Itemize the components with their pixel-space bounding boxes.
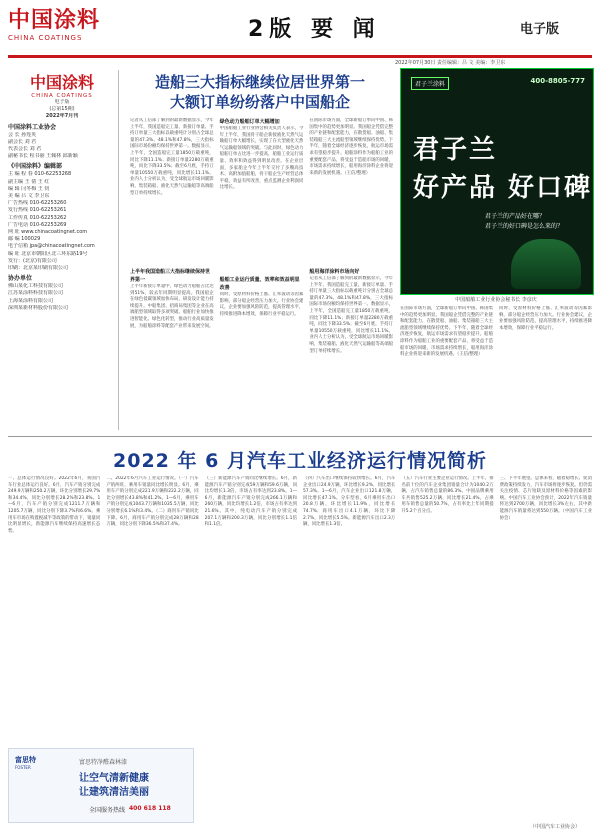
contact-line: 发行热线 010-62253261 bbox=[8, 207, 67, 214]
top-divider bbox=[8, 55, 592, 58]
article1-col2: 中国船舶工业行业协会相关负责人表示，今年上半年，我国骨干船企新接液化天然气运输船订单大幅增长，实现了在大型液化天然气运输船领域的突破。与此同时，绿色动力船舶订单占比进一步提高，船舶工业运行质量、效率和效益得到明显改善。在企业层面，多家船企今年上半年交付了多艘高技术、高附加值船舶，骨干船企生产经营总体平稳，效益有所改善，重点监测企业利润同比增长。 bbox=[219, 126, 304, 191]
info-edition: 电子版 bbox=[54, 99, 70, 105]
article2-col1: 一、总体运行情况良好。2022年6月，我国汽车行业总体运行良好。6月，汽车产销分别完成249.9万辆和250.2万辆，环比分别增长29.7%和34.4%，同比分别增长28.2%和23.8%。1—6月，汽车产销分别完成1211.7万辆和1205.7万辆，同比分别下降3.7%和6.6%。乘用车市场在购置税减半等政策的带动下，销量同比明显增长，新能源汽车继续保持高速增长态势。 bbox=[8, 476, 101, 534]
headline-line2: 大额订单纷纷落户中国船企 bbox=[169, 93, 350, 111]
contact-line: 编 址 北京市朝阳区北三环东路19号 bbox=[8, 250, 88, 257]
staff-line: 会 长 孙莲英 bbox=[8, 131, 37, 138]
article1-sub3: 船舶工业运行质量、效率和效益明显改善 bbox=[219, 277, 300, 291]
partner-line: 佛山某化工科技有限公司 bbox=[8, 283, 64, 290]
staff-line: 代表会长 刘 君 bbox=[8, 146, 42, 153]
logo-cn: 中国涂料 bbox=[8, 8, 101, 33]
ad2-slogan1: 让空气清新健康 bbox=[79, 773, 149, 784]
ad2-product: 富思特净醛森林漆 bbox=[79, 759, 128, 766]
contact-line: 网 址 www.chinacoatingnet.com bbox=[8, 229, 88, 236]
article1-col3b: 记者从工信部了解到的最新数据显示，今年上半年，我国造船完工量、新接订单量、手持订单量三大指标以载重吨计分别占全球总量的47.3%、48.1%和47.8%，三大指标国际市场份额均保持世界第一。数据显示，上半年，全国造船完工量1850万载重吨，同比下降11.1%；新接订单量2280万载重吨，同比下降33.5%；截至6月底，手持订单量10550万载重吨，同比增长11.1%。业内人士分析认为，受全球航运市场回暖影响，集装箱船、液化天然气运输船等高端船型订单持续增长。 bbox=[309, 276, 394, 354]
info-logo-en: CHINA COATINGS bbox=[31, 93, 93, 99]
contact-line: 编 辑 闫冬梅 王 钊 bbox=[8, 185, 50, 192]
ad2-brand-en: FOSTER bbox=[15, 765, 31, 770]
staff-line: 副会长 刘 君 bbox=[8, 138, 37, 145]
info-logo-cn: 中国涂料 bbox=[29, 73, 94, 92]
partners-title: 协办单位 bbox=[8, 275, 33, 283]
contact-line: 邮 编 100029 bbox=[8, 236, 41, 243]
article1-col1: 记者从工信部了解到的最新数据显示，今年上半年，我国造船完工量、新接订单量、手持订单量三大指标以载重吨计分别占全球总量的47.3%、48.1%和47.8%，三大指标国际市场份额均保持世界第一。数据显示，上半年，全国造船完工量1850万载重吨，同比下降11.1%；新接订单量2280万载重吨，同比下降33.5%；截至6月底，手持订单量10550万载重吨，同比增长11.1%。业内人士分析认为，受全球航运市场回暖影响，集装箱船、液化天然气运输船等高端船型订单持续增长。 bbox=[130, 118, 214, 196]
ad-big-text1: 君子兰 bbox=[413, 135, 498, 165]
article2-col4: （四）汽车出口继续保持较快增长。6月，汽车企业出口24.9万辆，环比增长9.2%，同比增长57.3%。1—6月，汽车企业出口121.8万辆，同比增长47.1%。分车型看，6月乘用车出口20.8万辆，环比增长11.9%，同比增长74.7%；商用车出口4.1万辆，环比下降2.7%，同比增长5.5%。新能源汽车出口2.3万辆，同比增长1.3倍。 bbox=[302, 476, 396, 528]
page-title: 2版 要 闻 bbox=[248, 17, 381, 42]
contact-line: 广告电话 010-62253269 bbox=[8, 221, 67, 228]
article1-col5: 同时，受原材料价格上涨、汇率波动等因素影响，部分船企经营压力加大。行业协会建议，企业要加强风险防范，提高管理水平，持续推进降本增效，保障行业平稳运行。 bbox=[219, 292, 304, 317]
date-line: 2022年07月30日 责任编辑：吕 文 美编：李卫东 bbox=[395, 60, 506, 66]
article1-col3: 在国际市场方面，全球新船订单向中国、韩国集中的趋势更加明显。我国船企凭借完整的产业链和配套能力，在散货船、油船、集装箱船三大主流船型领域继续保持优势。下半年，随着全球经济逐步恢复，航运市场需求有望稳步提升。船舶涂料作为船舶工业的重要配套产品，将受益于造船市场的回暖，市场需求持续增长，船用海洋涂料企业将迎来新的发展机遇。（王信/整理） bbox=[309, 118, 394, 176]
contact-line: 发行：(北京)有限公司 bbox=[8, 257, 57, 264]
masthead-logo bbox=[8, 8, 120, 42]
contact-line: 电子信箱 jpa@chinacoatingnet.com bbox=[8, 243, 95, 250]
edit-title: 《中国涂料》编辑部 bbox=[8, 163, 63, 171]
article1-sub2: 绿色动力船舶订单大幅增加 bbox=[219, 119, 280, 125]
info-date: 2022年7月刊 bbox=[45, 113, 79, 120]
article1-sub1: 上半年我国造船三大指标继续保持世界第一 bbox=[130, 269, 211, 283]
staff-line: 副秘书长 程书丽 王佩林 邱新颖 bbox=[8, 153, 78, 160]
ad-big-text2: 好产品 好口碑 bbox=[413, 173, 593, 203]
contact-line: 广告热线 010-62253260 bbox=[8, 200, 67, 207]
article1-right-col1: 在国际市场方面，全球新船订单向中国、韩国集中的趋势更加明显。我国船企凭借完整的产业链和配套能力，在散货船、油船、集装箱船三大主流船型领域继续保持优势。下半年，随着全球经济逐步恢复，航运市场需求有望稳步提升。船舶涂料作为船舶工业的重要配套产品，将受益于造船市场的回暖，市场需求持续增长，船用海洋涂料企业将迎来新的发展机遇。（王信/整理） bbox=[400, 306, 493, 358]
ad-slogan1: 君子兰的产品好在哪？ bbox=[485, 213, 546, 220]
partner-line: 上海某涂料有限公司 bbox=[8, 297, 54, 304]
ad2-brand: 富思特 bbox=[15, 756, 36, 764]
ad-phone: 400-8805-777 bbox=[530, 77, 585, 85]
hand-graphic bbox=[511, 239, 581, 289]
ad2-phone: 400 618 118 bbox=[129, 805, 171, 812]
article2-col6: 三、下半年展望。总体来看，随着稳增长、促消费政策持续发力，汽车市场将逐步恢复。但仍需关注疫情、芯片短缺及原材料价格等因素的影响。中国汽车工业协会预计，2022年汽车销量将达到2700万辆，同比增长3%左右，其中新能源汽车销量将达到550万辆。（中国汽车工业协会） bbox=[499, 476, 592, 521]
contact-line: 主 编 程 春 010-62253268 bbox=[8, 171, 72, 178]
article1-sub4: 船用海洋涂料市场向好 bbox=[309, 269, 360, 275]
article1-col4: 上半年新接订单量中，绿色动力船舶占比达到51%，较去年同期明显提高。我国船企在绿色低碳领域加快布局，研发设计能力持续提升。中船集团、招商局集团等企业在高端船型领域取得多项突破。船舶行业加快推进智能化、绿色化转型，推动行业高质量发展，为船舶涂料等配套产业带来发展空间。 bbox=[130, 284, 214, 329]
article2-headline: 2022 年 6 月汽车工业经济运行情况简析 bbox=[113, 450, 487, 472]
contact-line: 印刷：北京某印刷有限公司 bbox=[8, 265, 69, 272]
column-divider bbox=[118, 70, 119, 430]
article2-col3: （三）新能源汽车产销同比继续增长。6月，新能源汽车产销分别完成59万辆和59.6万辆，同比均增长1.3倍，市场占有率达到23.8%。1—6月，新能源汽车产销分别完成266.1万辆和260万辆，同比均增长1.2倍，市场占有率达到21.6%。其中，纯电动汽车产销分别完成207.1万辆和200.3万辆，同比分别增长1.1倍和1.1倍。 bbox=[204, 476, 297, 528]
section-divider bbox=[8, 436, 592, 437]
article1-continued bbox=[400, 306, 592, 434]
article1-headline bbox=[130, 72, 390, 112]
advertisement-foster[interactable] bbox=[8, 748, 194, 823]
ad2-phone-label: 全国服务热线 bbox=[89, 807, 126, 814]
partner-line: 深圳某新材料股份有限公司 bbox=[8, 304, 69, 311]
photo-caption: 中国船舶工业行业协会秘书长 李彦庆 bbox=[455, 297, 537, 303]
ad-slogan2: 君子兰的好口碑是怎么来的？ bbox=[485, 223, 564, 230]
ad2-slogan2: 让建筑清洁美丽 bbox=[79, 787, 149, 798]
org-title: 中国涂料工业协会 bbox=[8, 123, 57, 131]
ad-brand: 君子兰涂料 bbox=[411, 77, 449, 90]
advertisement-junzilan[interactable] bbox=[400, 68, 594, 295]
article1-right-col2: 同时，受原材料价格上涨、汇率波动等因素影响，部分船企经营压力加大。行业协会建议，企业要加强风险防范，提高管理水平，持续推进降本增效，保障行业平稳运行。 bbox=[499, 306, 592, 331]
contact-line: 美 编 吕 文 李卫东 bbox=[8, 193, 50, 200]
logo-en: CHINA COATINGS bbox=[8, 34, 83, 42]
article1-body bbox=[130, 118, 393, 434]
info-logo bbox=[8, 70, 116, 99]
info-issue: (总第15期) bbox=[49, 106, 75, 113]
article2-col2: 二、2022年6月汽车工业运行情况。（一）汽车产销两旺，乘用车销量同比增长明显。6月，乘用车产销分别完成221.9万辆和222.2万辆，同比分别增长43.8%和41.2%。1—6月，乘用车产销分别完成1043.7万辆和1035.5万辆，同比分别增长6.1%和3.4%。（二）商用车产销同比下降。6月，商用车产销分别完成28万辆和28万辆，同比分别下降36.5%和37.4%。 bbox=[106, 476, 199, 528]
publication-info bbox=[8, 70, 116, 430]
source-note: （中国汽车工业协会） bbox=[530, 824, 581, 830]
edition-label: 电子版 bbox=[520, 22, 560, 37]
headline-line1: 造船三大指标继续位居世界第一 bbox=[154, 73, 365, 91]
partner-line: 江苏某涂料科技有限公司 bbox=[8, 290, 64, 297]
contact-line: 副主编 王 倩 王 红 bbox=[8, 178, 50, 185]
contact-line: 工作传真 010-62253262 bbox=[8, 214, 67, 221]
article2-col5: （五）汽车行业主要企业运行情况。上半年，排名前十位的汽车企业集团销量合计为1040.2万辆，占汽车销售总量的86.3%。中国品牌乘用车共销售525.2万辆，同比增长21.4%，占乘用车销售总量的50.7%，占有率比上年同期提升5.2个百分点。 bbox=[401, 476, 494, 514]
